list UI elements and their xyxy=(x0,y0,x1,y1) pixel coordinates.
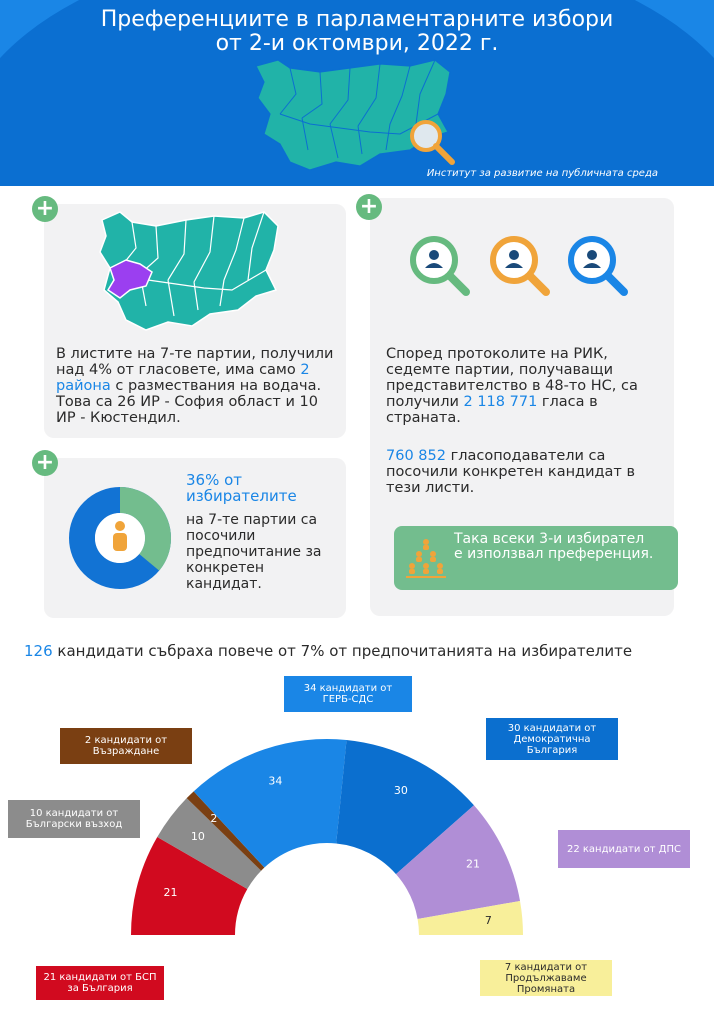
party-label-4: 30 кандидати от Демократична България xyxy=(486,718,618,760)
header-banner xyxy=(0,0,714,186)
people-pyramid-icon xyxy=(404,536,448,580)
card-votes-text: Според протоколите на РИК, седемте партии, получаващи представителство в 48-то НС, са получили 2 118 771 гласа в страната. xyxy=(386,346,638,426)
plus-icon: + xyxy=(32,450,58,476)
page-title xyxy=(0,8,714,56)
bulgaria-districts-map-icon xyxy=(96,206,282,332)
party-label-5: 22 кандидати от ДПС xyxy=(558,830,690,868)
source-credit: Институт за развитие на публичната среда xyxy=(426,168,658,179)
magnifier-user-icon xyxy=(486,232,552,298)
highlight-votes: 2 118 771 xyxy=(463,394,538,410)
slice-value-2: 2 xyxy=(210,812,218,826)
teaser-text: Така всеки 3-и избирател е използвал преференция. xyxy=(454,531,654,562)
slice-value-4: 30 xyxy=(393,783,408,797)
party-label-0: 21 кандидати от БСП за България xyxy=(36,966,164,1000)
bulgaria-map-icon xyxy=(250,54,470,174)
plus-icon: + xyxy=(32,196,58,222)
person-icon xyxy=(113,521,127,551)
party-label-6: 7 кандидати от Продължаваме Промяната xyxy=(480,960,612,996)
slice-value-0: 21 xyxy=(163,886,178,900)
chart-headline: 126 кандидати събраха повече от 7% от предпочитанията на избирателите xyxy=(24,642,633,660)
slice-value-6: 7 xyxy=(484,913,492,927)
slice-value-5: 21 xyxy=(465,857,480,871)
share-percent-label: 36% от избирателите xyxy=(186,471,297,505)
party-label-1: 10 кандидати от Български възход xyxy=(8,800,140,838)
magnifier-user-icon xyxy=(564,232,630,298)
slice-value-3: 34 xyxy=(268,774,283,788)
title-line-2: от 2-и октомври, 2022 г. xyxy=(215,31,499,56)
share-text: на 7-те партии са посочили предпочитание за конкретен кандидат. xyxy=(186,512,322,592)
magnifier-user-icon xyxy=(406,232,472,298)
slice-value-1: 10 xyxy=(190,830,205,844)
card-voters-text: 760 852 гласоподаватели са посочили конкретен кандидат в тези листи. xyxy=(386,448,636,496)
card-districts-text: В листите на 7-те партии, получили над 4% от гласовете, има само 2 района с размествания на водача. Това са 26 ИР - София област и 10 ИР - Кюстендил. xyxy=(56,346,334,426)
share-donut xyxy=(68,486,172,590)
headline-count: 126 xyxy=(24,642,53,660)
highlight-districts: 2 района xyxy=(56,362,310,394)
party-label-3: 34 кандидати от ГЕРБ-СДС xyxy=(284,676,412,712)
teaser-box xyxy=(394,526,678,590)
title-line-1: Преференциите в парламентарните избори xyxy=(100,7,614,32)
party-label-2: 2 кандидати от Възраждане xyxy=(60,728,192,764)
highlight-voters: 760 852 xyxy=(386,448,446,464)
plus-icon: + xyxy=(356,194,382,220)
